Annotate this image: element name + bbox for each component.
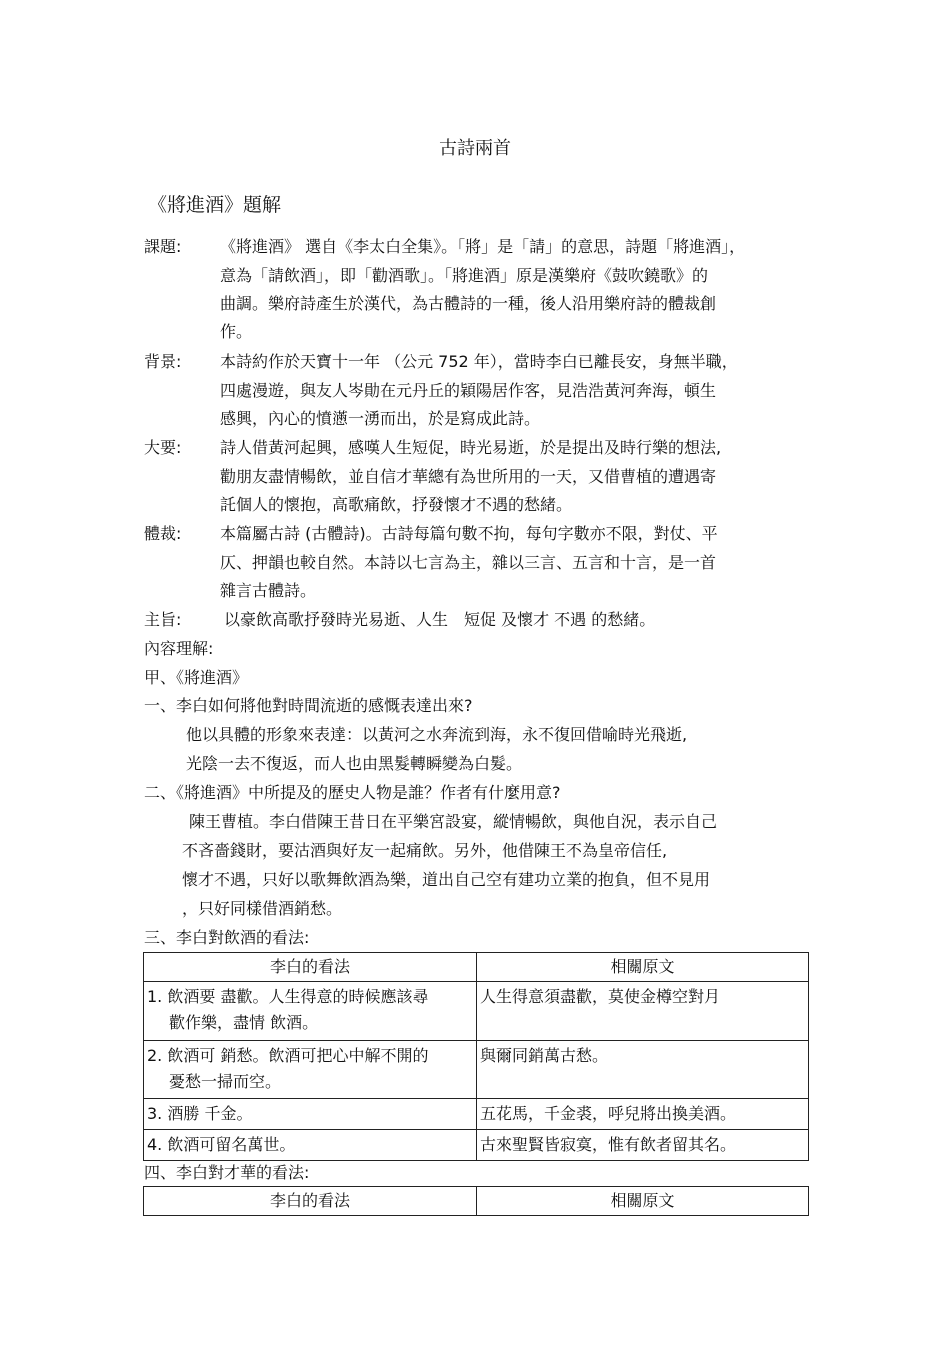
intro-line: 本詩約作於天寶十一年 （公元 752 年），當時李白已離長安，身無半職， [220,352,738,371]
table-row [144,982,809,1041]
question-3: 三、李白對飲酒的看法: [144,928,310,947]
row-number: 1. [147,987,163,1006]
intro-line: 託個人的懷抱，高歌痛飲，抒發懷才不遇的愁緒。 [220,495,573,514]
view-text: 飲酒可留名萬世。 [167,1135,296,1154]
intro-label-background: 背景: [144,352,182,371]
view-cell [144,1130,477,1161]
intro-line: 作。 [220,322,253,341]
intro-label-topic: 課題: [144,237,182,256]
view-cell [144,982,477,1041]
answer-line: 不吝嗇錢財，要沽酒與好友一起痛飲。另外，他借陳王不為皇帝信任, [182,841,668,860]
view-text: 酒勝 千金。 [167,1104,253,1123]
page-title: 古詩兩首 [439,138,511,159]
source-cell: 五花馬，千金裘，呼兒將出換美酒。 [477,1099,809,1130]
question-1: 一、李白如何將他對時間流逝的感慨表達出來? [144,696,473,715]
column-header: 相關原文 [477,953,809,982]
drinking-views-table [143,952,809,1161]
view-line [147,1043,473,1069]
answer-line: 懷才不遇，只好以歌舞飲酒為樂，道出自己空有建功立業的抱負，但不見用 [182,870,711,889]
source-cell: 人生得意須盡歡，莫使金樽空對月 [477,982,809,1041]
column-header: 相關原文 [477,1187,809,1216]
intro-label-summary: 大要: [144,438,182,457]
intro-line: 本篇屬古詩 (古體詩)。古詩每篇句數不拘，每句字數亦不限，對仗、平 [220,524,718,543]
view-text: 飲酒可 銷愁。飲酒可把心中解不開的 [167,1046,429,1065]
view-cell [144,1099,477,1130]
table-row [144,1130,809,1161]
view-line: 憂愁一掃而空。 [169,1072,282,1091]
row-number: 4. [147,1135,163,1154]
view-line [147,984,473,1010]
source-cell: 古來聖賢皆寂寞，惟有飲者留其名。 [477,1130,809,1161]
intro-line: 《將進酒》 選自《李太白全集》。「將」是「請」的意思，詩題「將進酒」， [220,237,746,256]
table-row [144,1099,809,1130]
question-2: 二、《將進酒》中所提及的歷史人物是誰？作者有什麼用意? [144,783,561,802]
talent-views-table [143,1186,809,1216]
content-heading: 內容理解: [144,639,214,658]
intro-line: 仄、押韻也較自然。本詩以七言為主，雜以三言、五言和十言，是一首 [220,553,717,572]
answer-line: ，只好同樣借酒銷愁。 [182,899,343,918]
intro-line: 詩人借黃河起興，感嘆人生短促，時光易逝，於是提出及時行樂的想法, [220,438,722,457]
answer-line: 光陰一去不復返，而人也由黑髮轉瞬變為白髮。 [186,754,523,773]
question-4: 四、李白對才華的看法: [144,1163,310,1182]
row-number: 3. [147,1104,163,1123]
intro-line: 雜言古體詩。 [220,581,317,600]
table-row [144,1041,809,1099]
section-heading: 甲、《將進酒》 [144,668,249,687]
column-header: 李白的看法 [144,1187,477,1216]
intro-line: 曲調。樂府詩產生於漢代，為古體詩的一種，後人沿用樂府詩的體裁創 [220,294,717,313]
intro-line: 四處漫遊，與友人岑勛在元丹丘的穎陽居作客，見浩浩黃河奔海，頓生 [220,381,717,400]
intro-label-genre: 體裁: [144,524,182,543]
intro-line: 意為「請飲酒」，即「勸酒歌」。「將進酒」原是漢樂府《鼓吹鐃歌》的 [220,266,709,285]
answer-line: 他以具體的形象來表達：以黃河之水奔流到海，永不復回借喻時光飛逝, [186,725,688,744]
source-cell: 與爾同銷萬古愁。 [477,1041,809,1099]
row-number: 2. [147,1046,163,1065]
intro-label-theme: 主旨: [144,610,182,629]
view-cell [144,1041,477,1099]
intro-line: 勸朋友盡情暢飲，並自信才華總有為世所用的一天，又借曹植的遭遇寄 [220,467,717,486]
table-header-row [144,953,809,982]
view-text: 飲酒要 盡歡。人生得意的時候應該尋 [167,987,429,1006]
view-line: 歡作樂，盡情 飲酒。 [169,1013,319,1032]
intro-line: 感興，內心的憤懣一湧而出，於是寫成此詩。 [220,409,541,428]
column-header: 李白的看法 [144,953,477,982]
section-subtitle: 《將進酒》題解 [148,194,282,216]
intro-line: 以豪飲高歌抒發時光易逝、人生 短促 及懷才 不遇 的愁緒。 [224,610,656,629]
table-header-row [144,1187,809,1216]
answer-line: 陳王曹植。李白借陳王昔日在平樂宮設宴，縱情暢飲，與他自況，表示自己 [189,812,718,831]
